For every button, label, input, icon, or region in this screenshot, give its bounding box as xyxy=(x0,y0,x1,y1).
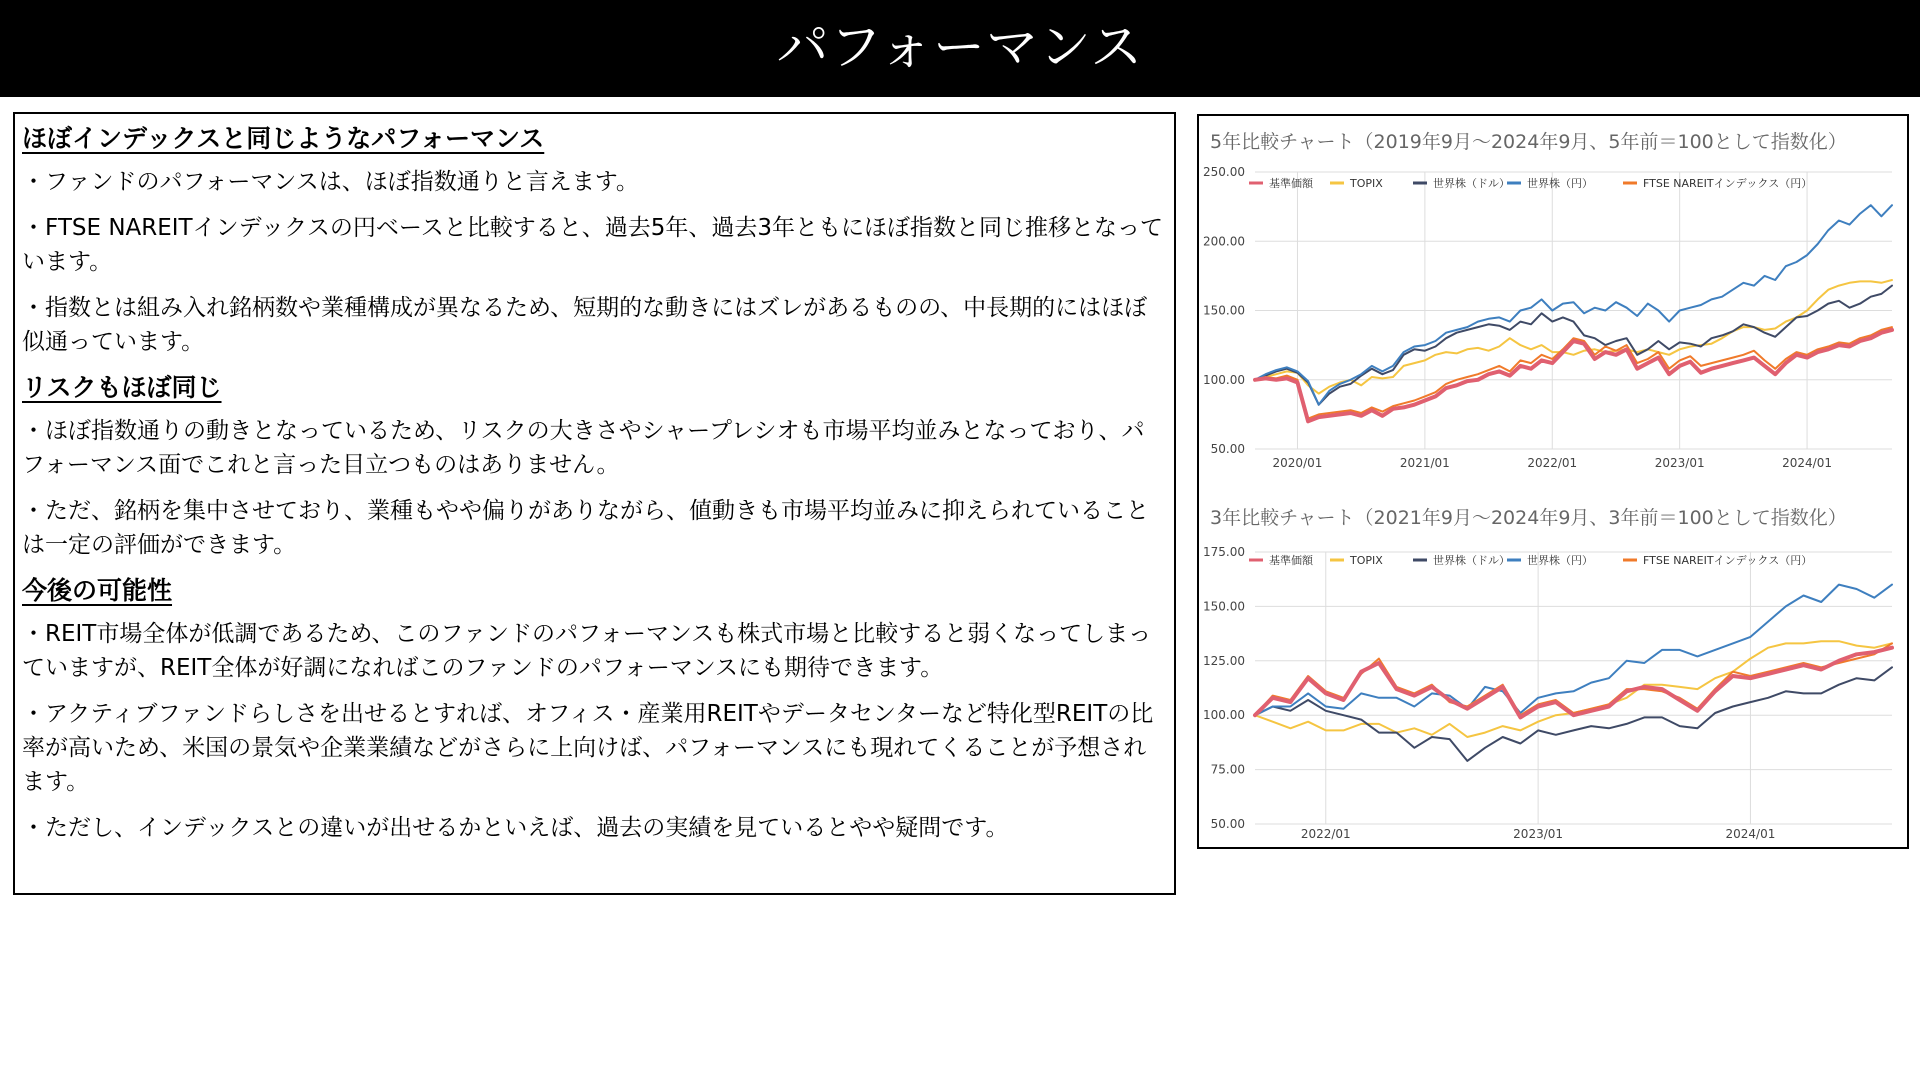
y-tick-label: 125.00 xyxy=(1203,653,1245,668)
section-heading-2: リスクもほぼ同じ xyxy=(22,373,222,402)
y-tick-label: 50.00 xyxy=(1210,817,1245,831)
legend-label: 基準価額 xyxy=(1269,554,1313,567)
series-line xyxy=(1255,648,1892,718)
paragraph: ・ほぼ指数通りの動きとなっているため、リスクの大きさやシャープレシオも市場平均並みとなっており、パフォーマンス面でこれと言った目立つものはありません。 xyxy=(22,418,1145,478)
x-tick-label: 2020/01 xyxy=(1272,456,1323,470)
y-tick-label: 175.00 xyxy=(1203,545,1245,559)
legend-label: 基準価額 xyxy=(1269,177,1313,190)
commentary-box xyxy=(13,112,1176,895)
paragraph: ・ただ、銘柄を集中させており、業種もやや偏りがありながら、値動きも市場平均並みに抑えられていることは一定の評価ができます。 xyxy=(22,498,1149,558)
x-tick-label: 2024/01 xyxy=(1782,456,1832,470)
paragraph: ・FTSE NAREITインデックスの円ベースと比較すると、過去5年、過去3年ともにほぼ指数と同じ推移となっています。 xyxy=(22,215,1164,275)
series-line xyxy=(1255,330,1892,421)
y-tick-label: 200.00 xyxy=(1203,234,1245,249)
legend-label: TOPIX xyxy=(1350,554,1383,567)
series-line xyxy=(1255,643,1892,715)
y-tick-label: 75.00 xyxy=(1210,762,1245,777)
y-tick-label: 250.00 xyxy=(1203,165,1245,179)
x-tick-label: 2024/01 xyxy=(1725,827,1776,841)
chart-5y-title: 5年比較チャート（2019年9月～2024年9月、5年前＝100として指数化） xyxy=(1210,131,1847,153)
x-tick-label: 2021/01 xyxy=(1399,456,1450,470)
paragraph: ・ファンドのパフォーマンスは、ほぼ指数通りと言えます。 xyxy=(22,169,639,195)
x-tick-label: 2022/01 xyxy=(1527,456,1578,470)
legend-label: FTSE NAREITインデックス（円） xyxy=(1643,177,1813,190)
charts-svg xyxy=(1199,116,1907,847)
x-tick-label: 2022/01 xyxy=(1300,827,1351,841)
charts-panel xyxy=(1197,114,1909,849)
x-tick-label: 2023/01 xyxy=(1654,456,1705,470)
legend-label: 世界株（ドル） xyxy=(1433,554,1510,567)
paragraph: ・ただし、インデックスとの違いが出せるかといえば、過去の実績を見ているとやや疑問です。 xyxy=(22,815,1009,841)
legend-label: 世界株（円） xyxy=(1527,554,1593,567)
section-heading-3: 今後の可能性 xyxy=(22,576,173,605)
page-title: パフォーマンス xyxy=(776,18,1144,78)
legend-label: FTSE NAREITインデックス（円） xyxy=(1643,554,1813,567)
paragraph: ・アクティブファンドらしさを出せるとすれば、オフィス・産業用REITやデータセンターなど特化型REITの比率が高いため、米国の景気や企業業績などがさらに上向けば、パフォーマンスにも現れてくることが予想されます。 xyxy=(22,701,1154,795)
series-line xyxy=(1255,205,1892,405)
chart-3y-title: 3年比較チャート（2021年9月～2024年9月、3年前＝100として指数化） xyxy=(1210,507,1847,529)
series-line xyxy=(1255,280,1892,394)
paragraph: ・指数とは組み入れ銘柄数や業種構成が異なるため、短期的な動きにはズレがあるものの、中長期的にはほぼ似通っています。 xyxy=(22,295,1148,355)
section-heading-1: ほぼインデックスと同じようなパフォーマンス xyxy=(22,124,545,153)
y-tick-label: 50.00 xyxy=(1210,442,1245,456)
y-tick-label: 100.00 xyxy=(1203,708,1245,723)
paragraph: ・REIT市場全体が低調であるため、このファンドのパフォーマンスも株式市場と比較すると弱くなってしまっていますが、REIT全体が好調になればこのファンドのパフォーマンスにも期待できます。 xyxy=(22,621,1152,681)
y-tick-label: 100.00 xyxy=(1203,372,1245,387)
legend-label: 世界株（ドル） xyxy=(1433,177,1510,190)
x-tick-label: 2023/01 xyxy=(1513,827,1564,841)
legend-label: 世界株（円） xyxy=(1527,177,1593,190)
y-tick-label: 150.00 xyxy=(1203,599,1245,614)
series-line xyxy=(1255,585,1892,716)
legend-label: TOPIX xyxy=(1350,177,1383,190)
y-tick-label: 150.00 xyxy=(1203,303,1245,318)
